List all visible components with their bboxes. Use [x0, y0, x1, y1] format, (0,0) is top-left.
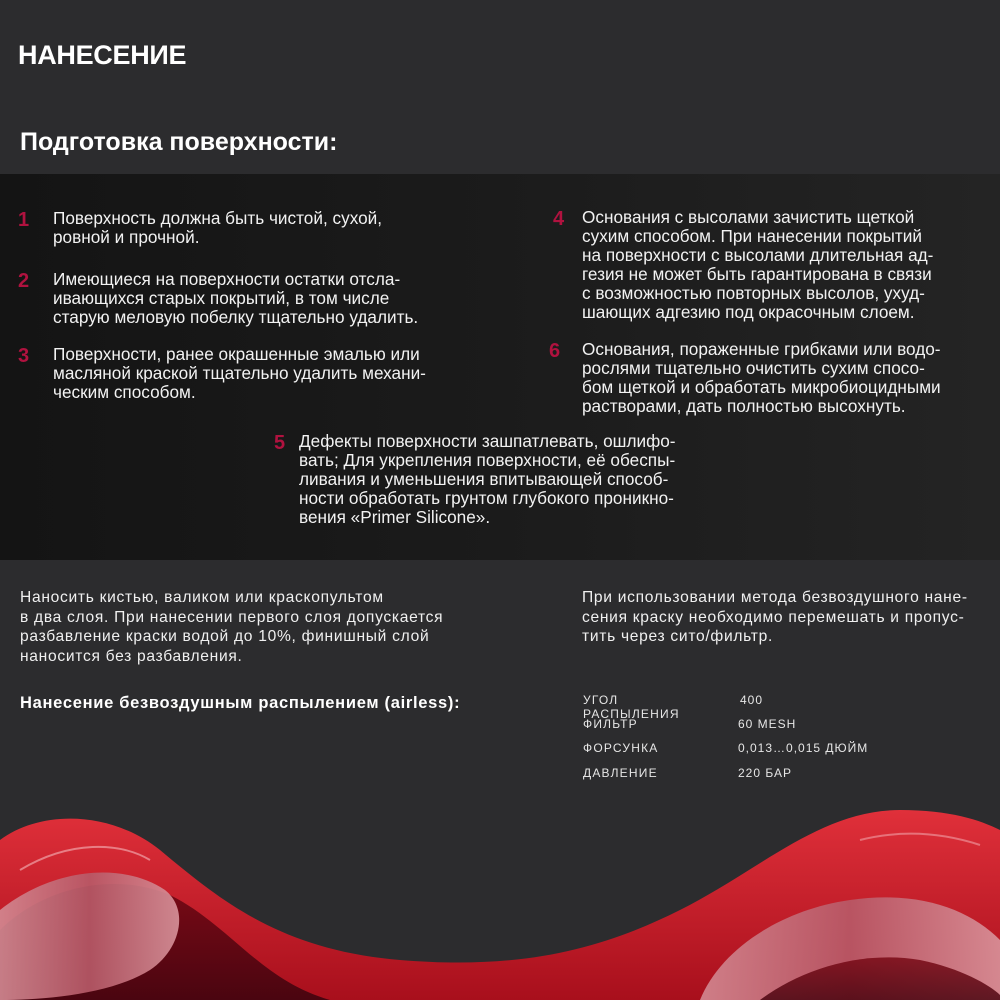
param-value: 400 [740, 693, 764, 707]
step-text: Дефекты поверхности зашпатлевать, ошлифо- вать; Для укрепления поверхности, её обеспы- ливания и уменьшения впитывающей способ- ности обработать грунтом глубокого проникно- вения «Primer Silicone». [299, 431, 676, 527]
step-text: Имеющиеся на поверхности остатки отсла- ивающихся старых покрытий, в том числе старую меловую побелку тщательно удалить. [53, 269, 419, 327]
step-number: 2 [18, 270, 30, 292]
param-value: 220 БАР [738, 765, 792, 780]
param-label: ФИЛЬТР [583, 717, 638, 732]
step-number: 3 [18, 345, 30, 367]
param-value: 0,013…0,015 ДЮЙМ [738, 741, 869, 756]
step-number: 6 [549, 340, 561, 362]
step-number: 1 [18, 209, 30, 231]
param-label: УГОЛ РАСПЫЛЕНИЯ [583, 693, 680, 721]
param-label: ДАВЛЕНИЕ [583, 765, 658, 780]
airless-prep-text: При использовании метода безвоздушного нане- сения краску необходимо перемешать и пропус- тить через сито/фильтр. [582, 589, 968, 645]
page-title: НАНЕСЕНИЕ [18, 40, 187, 70]
step-text: Основания, пораженные грибками или водо- рослями тщательно очистить сухим спосо- бом щеткой и обработать микробиоцидными растворами, дать полностью высохнуть. [582, 339, 941, 416]
section-title-surface-prep: Подготовка поверхности: [20, 128, 338, 156]
step-text: Поверхность должна быть чистой, сухой, ровной и прочной. [53, 208, 383, 247]
step-number: 4 [553, 208, 565, 230]
airless-title: Нанесение безвоздушным распылением (airless): [20, 694, 461, 712]
application-method-text: Наносить кистью, валиком или краскопультом в два слоя. При нанесении первого слоя допускается разбавление краски водой до 10%, финишный слой наносится без разбавления. [20, 589, 444, 665]
step-text: Поверхности, ранее окрашенные эмалью или масляной краской тщательно удалить механи- ческим способом. [53, 344, 426, 402]
decorative-paint-wave [0, 800, 1000, 1000]
step-number: 5 [274, 432, 286, 454]
param-label: ФОРСУНКА [583, 741, 659, 756]
param-value: 60 MESH [738, 717, 797, 732]
step-text: Основания с высолами зачистить щеткой сухим способом. При нанесении покрытий на поверхности с высолами длительная ад- гезия не может быть гарантирована в связи с возможностью повторных высолов, ухуд- шающих адгезию под окрасочным слоем. [582, 207, 934, 322]
